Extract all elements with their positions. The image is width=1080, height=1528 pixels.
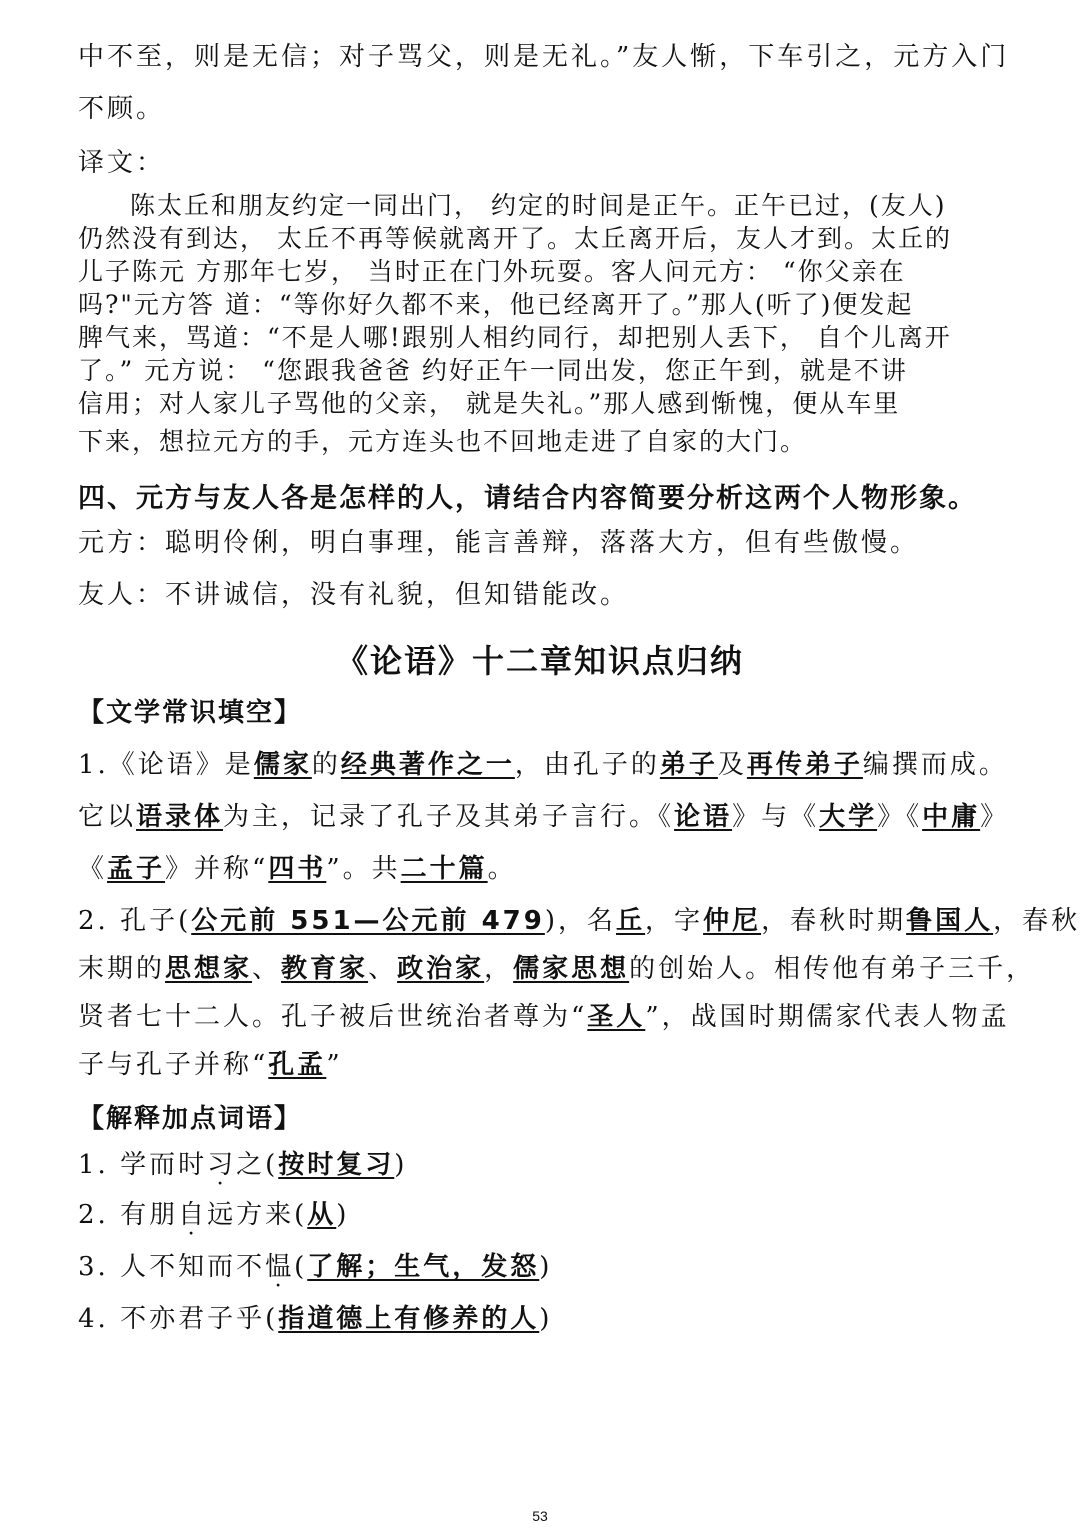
explain-item: 2. 有朋自远方来(从) (78, 1200, 350, 1230)
translation-line: 信用；对人家儿子骂他的父亲， 就是失礼。”那人感到惭愧，便从车里 (78, 389, 901, 418)
translation-line: 下来，想拉元方的手，元方连头也不回地走进了自家的大门。 (78, 427, 808, 456)
answer-yuanfang: 元方：聪明伶俐，明白事理，能言善辩，落落大方，但有些傲慢。 (78, 528, 920, 558)
translation-line: 仍然没有到达， 太丘不再等候就离开了。太丘离开后，友人才到。太丘的 (78, 224, 952, 253)
translation-line: 陈太丘和朋友约定一同出门， 约定的时间是正午。正午已过，(友人) (130, 191, 947, 220)
story-line: 中不至，则是无信；对子骂父，则是无礼。”友人惭，下车引之，元方入门 (78, 42, 1010, 72)
explain-item: 4. 不亦君子乎(指道德上有修养的人) (78, 1304, 553, 1334)
fill-item-1-line-2: 它以语录体为主，记录了孔子及其弟子言行。《论语》与《大学》《中庸》 (78, 802, 1010, 832)
page-number: 53 (532, 1508, 548, 1524)
explain-item: 1. 学而时习之(按时复习) (78, 1150, 408, 1180)
fill-item-2-line-3: 贤者七十二人。孔子被后世统治者尊为“圣人”，战国时期儒家代表人物孟 (78, 1002, 1010, 1032)
translation-line: 吗?"元方答 道：“等你好久都不来，他已经离开了。”那人(听了)便发起 (78, 290, 914, 319)
question-4: 四、元方与友人各是怎样的人，请结合内容简要分析这两个人物形象。 (78, 483, 977, 514)
translation-line: 脾气来，骂道：“不是人哪!跟别人相约同行，却把别人丢下， 自个儿离开 (78, 323, 952, 352)
explain-item: 3. 人不知而不愠(了解；生气，发怒) (78, 1252, 553, 1282)
story-line: 不顾。 (78, 94, 166, 124)
section-title: 《论语》十二章知识点归纳 (335, 642, 744, 680)
fill-item-2-line-1: 2. 孔子(公元前 551—公元前 479)，名丘，字仲尼，春秋时期鲁国人，春秋 (78, 906, 1080, 936)
fill-item-1-line-1: 1.《论语》是儒家的经典著作之一，由孔子的弟子及再传弟子编撰而成。 (78, 750, 1008, 780)
answer-friend: 友人：不讲诚信，没有礼貌，但知错能改。 (78, 580, 630, 610)
fill-item-2-line-4: 子与孔子并称“孔孟” (78, 1050, 343, 1080)
heading-literature: 【文学常识填空】 (78, 698, 303, 728)
fill-item-1-line-3: 《孟子》并称“四书”。共二十篇。 (78, 854, 517, 884)
fill-item-2-line-2: 末期的思想家、教育家、政治家，儒家思想的创始人。相传他有弟子三千， (78, 954, 1036, 984)
translation-line: 了。” 元方说： “您跟我爸爸 约好正午一同出发，您正午到，就是不讲 (78, 356, 908, 385)
heading-explain: 【解释加点词语】 (78, 1104, 303, 1134)
translation-label: 译文： (78, 148, 166, 178)
translation-line: 儿子陈元 方那年七岁， 当时正在门外玩耍。客人问元方： “你父亲在 (78, 257, 906, 286)
